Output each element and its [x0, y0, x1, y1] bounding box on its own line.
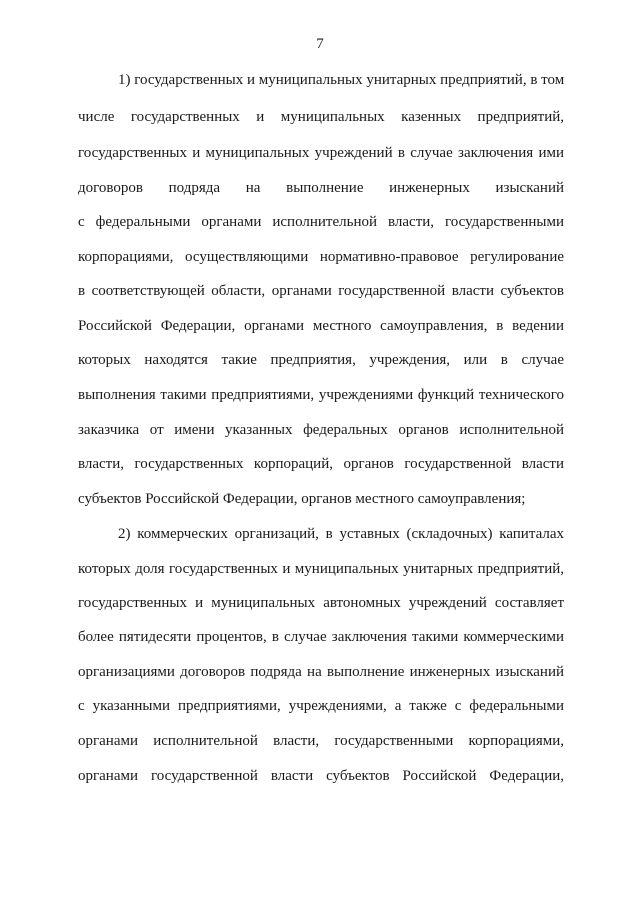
paragraph-1-line: договоров подряда на выполнение инженерных изысканий [78, 180, 564, 196]
paragraph-2-line: организациями договоров подряда на выполнение инженерных изысканий [78, 664, 564, 680]
paragraph-1-line: корпорациями, осуществляющими нормативно-правовое регулирование [78, 249, 564, 265]
paragraph-2-line: органами государственной власти субъектов Российской Федерации, [78, 768, 564, 784]
paragraph-2-line: 2) коммерческих организаций, в уставных (складочных) капиталах [118, 526, 564, 542]
paragraph-1-line: с федеральными органами исполнительной власти, государственными [78, 214, 564, 230]
paragraph-1-line: власти, государственных корпораций, органов государственной власти [78, 456, 564, 472]
paragraph-2-line: государственных и муниципальных автономных учреждений составляет [78, 595, 564, 611]
paragraph-1-line: субъектов Российской Федерации, органов местного самоуправления; [78, 491, 526, 507]
paragraph-1-line: выполнения такими предприятиями, учреждениями функций технического [78, 387, 564, 403]
paragraph-2-line: более пятидесяти процентов, в случае заключения такими коммерческими [78, 629, 564, 645]
paragraph-2-line: органами исполнительной власти, государственными корпорациями, [78, 733, 564, 749]
paragraph-1-line: заказчика от имени указанных федеральных органов исполнительной [78, 422, 564, 438]
paragraph-1-line: числе государственных и муниципальных казенных предприятий, [78, 109, 564, 125]
paragraph-1-line: в соответствующей области, органами государственной власти субъектов [78, 283, 564, 299]
paragraph-1-line: 1) государственных и муниципальных унитарных предприятий, в том [118, 72, 565, 88]
paragraph-2-line: с указанными предприятиями, учреждениями, а также с федеральными [78, 698, 564, 714]
page-number: 7 [316, 36, 324, 52]
paragraph-1-line: Российской Федерации, органами местного самоуправления, в ведении [78, 318, 564, 334]
paragraph-2-line: которых доля государственных и муниципальных унитарных предприятий, [78, 561, 564, 577]
paragraph-1-line: государственных и муниципальных учреждений в случае заключения ими [78, 145, 564, 161]
paragraph-1-line: которых находятся такие предприятия, учреждения, или в случае [78, 352, 564, 368]
